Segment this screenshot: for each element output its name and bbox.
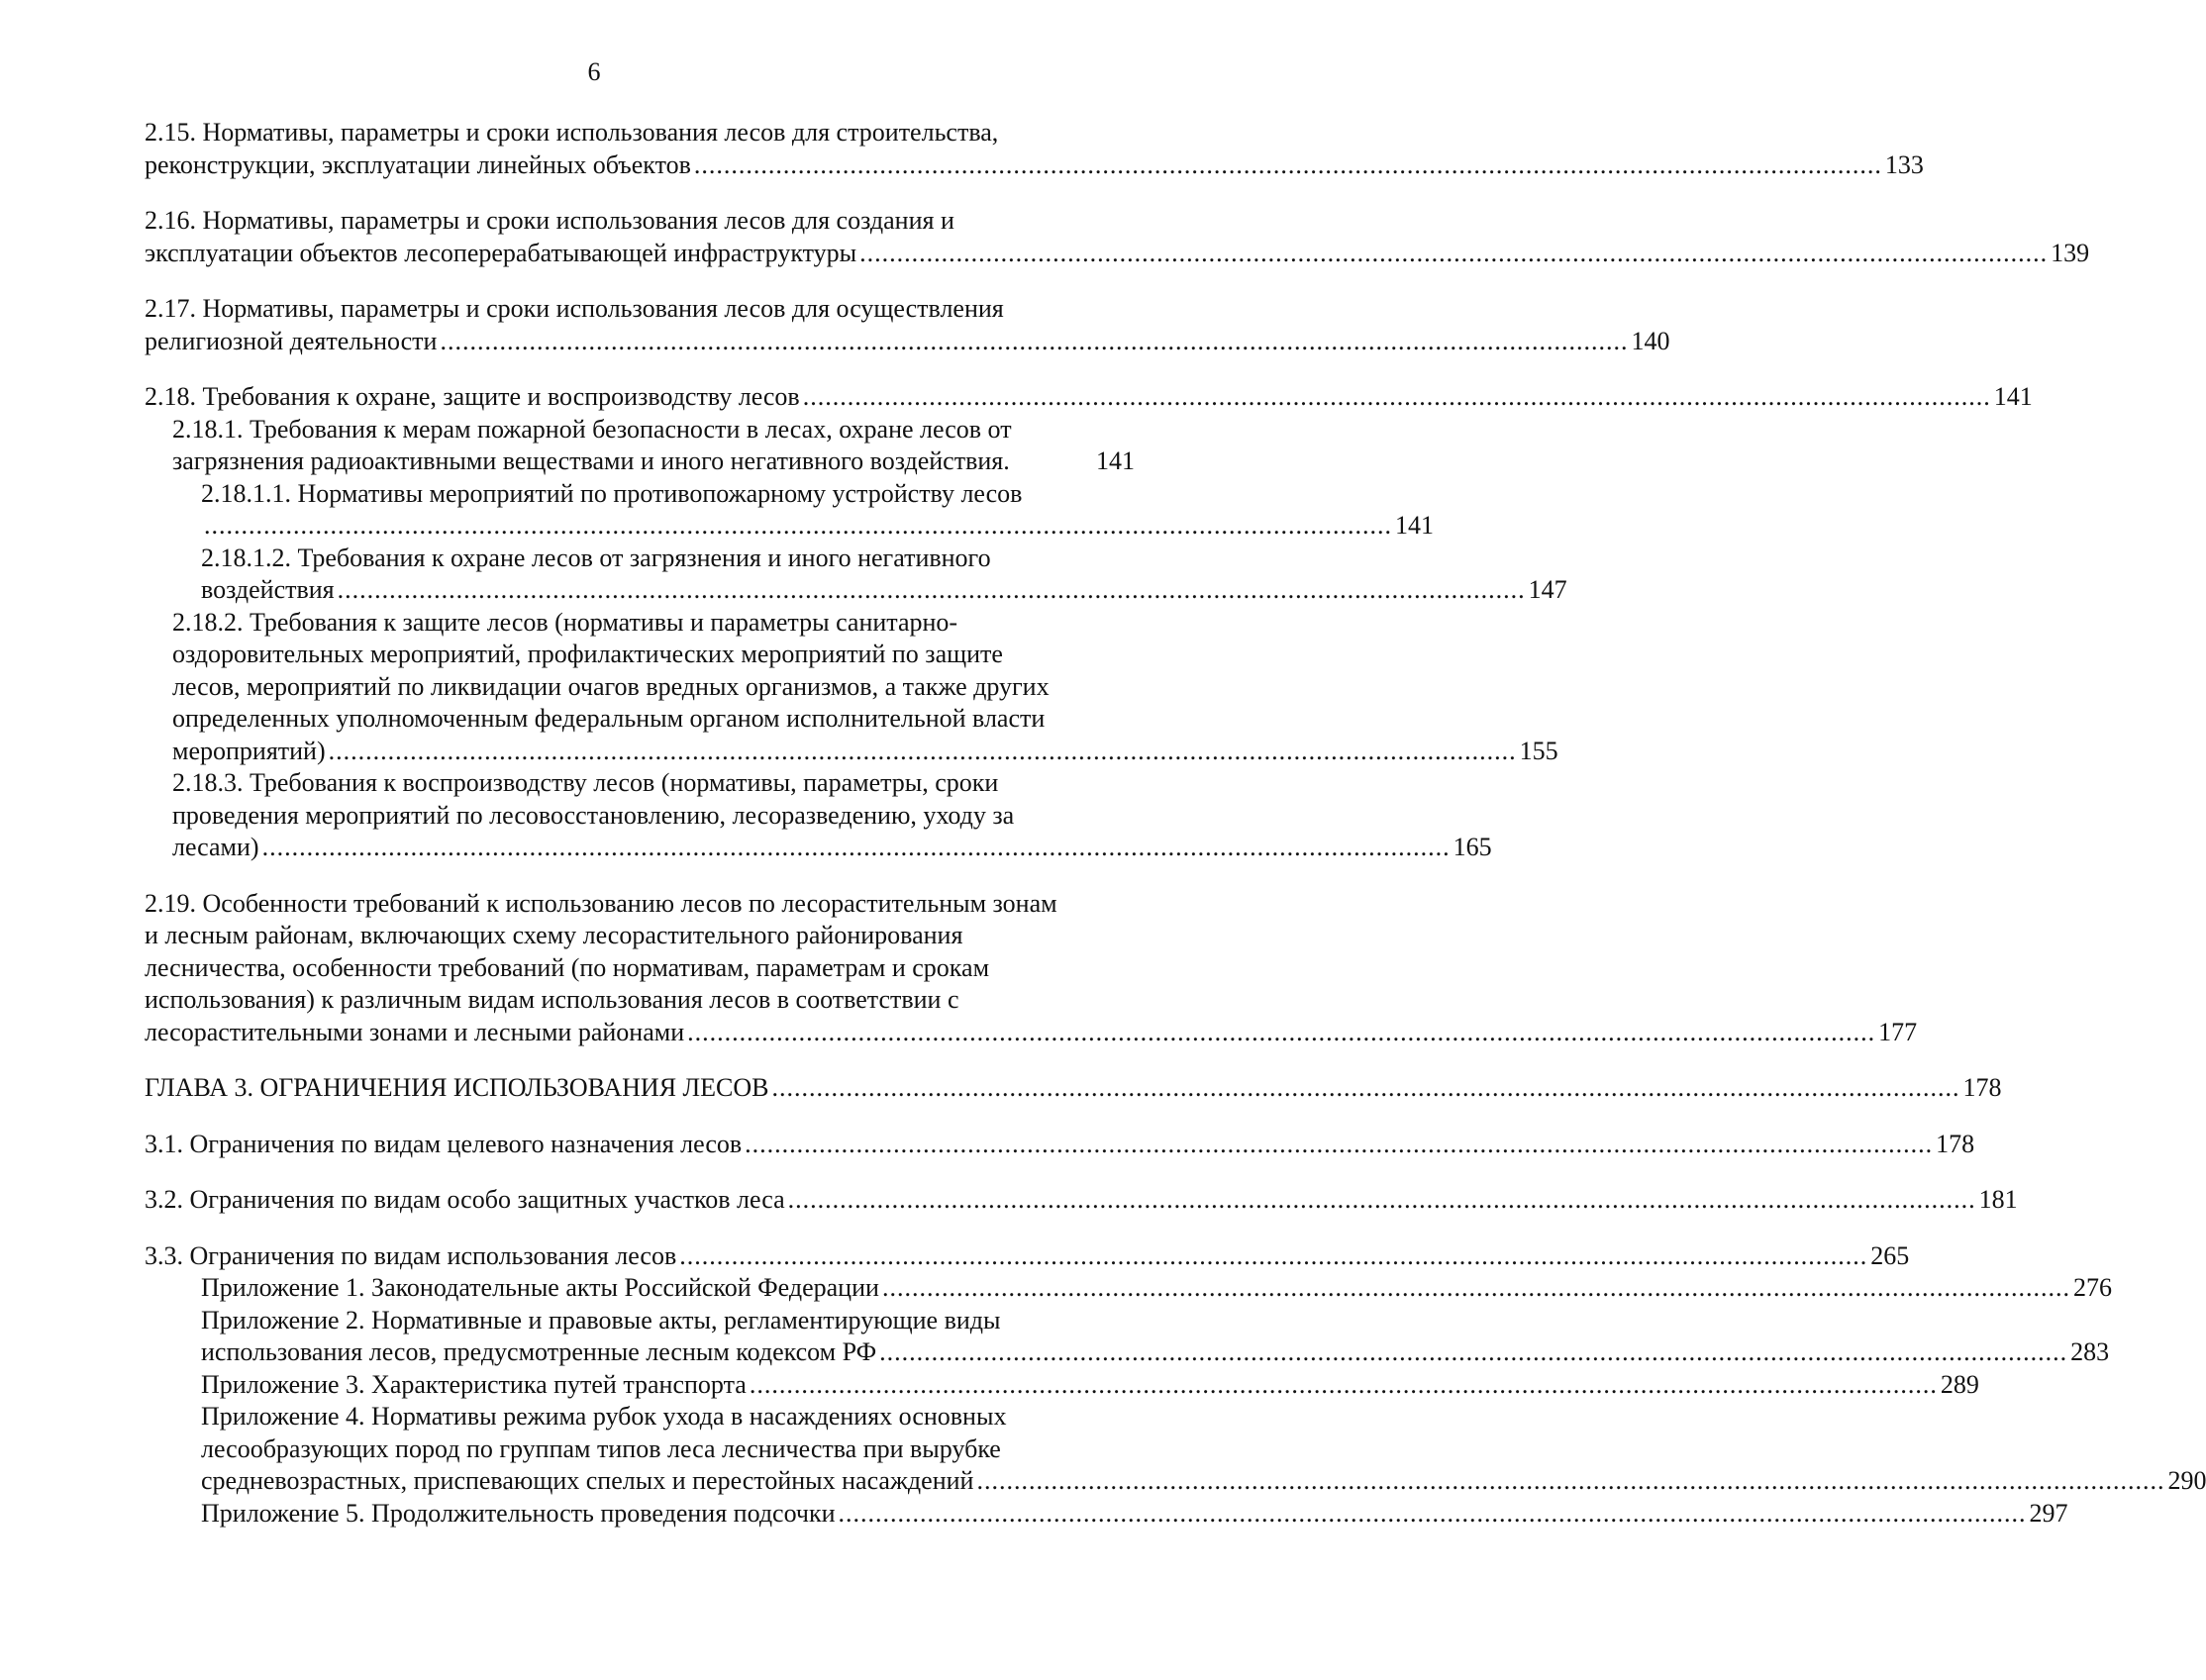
toc-entry-text-line: использования) к различным видам использования лесов в соответствии с [145, 985, 959, 1014]
toc-entry-leader-line [145, 1072, 2002, 1105]
toc-entry [145, 1369, 1979, 1402]
toc-entry [145, 117, 1924, 181]
toc-page-number: 178 [1962, 1073, 2002, 1102]
toc-entry-leader-line [201, 1498, 2068, 1531]
toc-entry-title: лесорастительными зонами и лесными районами [145, 1017, 685, 1046]
toc-page-number: 276 [2072, 1273, 2112, 1302]
toc-entry-leader-line [145, 1129, 1975, 1161]
toc-entry-leader-line [145, 1017, 1918, 1049]
toc-page-number: 289 [1940, 1369, 1979, 1399]
toc-entry-text-line: 2.18.2. Требования к защите лесов (нормативы и параметры санитарно- [172, 607, 958, 637]
toc-entry-title: Приложение 5. Продолжительность проведения подсочки [201, 1498, 836, 1528]
toc-page-number: 133 [1884, 149, 1924, 179]
toc-page-number: 155 [1519, 736, 1558, 765]
toc-entry-text-line: 2.18.3. Требования к воспроизводству лесов (нормативы, параметры, сроки [172, 768, 999, 797]
toc-entry-leader-line [145, 381, 2033, 414]
toc-entry-text-line: лесов, мероприятий по ликвидации очагов вредных организмов, а также других [172, 671, 1050, 701]
toc-entry-text-line: 2.16. Нормативы, параметры и сроки использования лесов для создания и [145, 206, 954, 235]
toc-page-number: 141 [1096, 446, 1135, 475]
toc-page-number: 283 [2070, 1337, 2110, 1366]
toc-entry [145, 1305, 2110, 1369]
toc-entry-leader-line [172, 832, 1492, 864]
toc-entry-title: воздействия [201, 575, 335, 604]
dot-leader: ................................................................................................................................................................ [802, 382, 1991, 411]
toc-entry-text-line: определенных уполномоченным федеральным органом исполнительной власти [172, 704, 1046, 733]
toc-entry-title: мероприятий) [172, 736, 326, 765]
toc-entry-leader-line [145, 238, 2090, 270]
toc-entry [145, 293, 1670, 357]
dot-leader: ................................................................................................................................................................ [859, 238, 2049, 267]
toc-entry-text-line: 2.18.1. Требования к мерам пожарной безопасности в лесах, охране лесов от [172, 414, 1012, 444]
toc-entry-leader-line [201, 1336, 2110, 1369]
toc-entry [145, 1401, 2206, 1498]
toc-page-number: 141 [1395, 511, 1434, 540]
table-of-contents [145, 117, 2206, 1530]
toc-entry-text-line: 2.17. Нормативы, параметры и сроки использования лесов для осуществления [145, 294, 1004, 323]
toc-entry-text-line: 2.18.1.1. Нормативы мероприятий по противопожарному устройству лесов [201, 478, 1023, 508]
toc-entry-title: религиозной деятельности [145, 326, 438, 355]
toc-entry [145, 414, 1135, 478]
toc-entry-text-line: оздоровительных мероприятий, профилактических мероприятий по защите [172, 640, 1003, 668]
toc-page-number: 297 [2029, 1498, 2068, 1528]
toc-entry [145, 607, 1558, 768]
toc-page-number: 178 [1936, 1129, 1975, 1158]
toc-entry-leader-line [145, 326, 1670, 358]
toc-entry-text-line: проведения мероприятий по лесовосстановлению, лесоразведению, уходу за [172, 800, 1015, 830]
toc-entry-title: реконструкции, эксплуатации линейных объектов [145, 149, 691, 179]
toc-entry [145, 478, 1434, 543]
dot-leader: ................................................................................................................................................................ [771, 1073, 1960, 1102]
dot-leader: ................................................................................................................................................................ [881, 1273, 2070, 1302]
dot-leader: ................................................................................................................................................................ [679, 1240, 1868, 1270]
toc-page-number: 290 [2167, 1466, 2206, 1495]
toc-page-number: 181 [1978, 1185, 2018, 1214]
dot-leader: ................................................................................................................................................................ [745, 1129, 1934, 1158]
toc-entry [145, 1072, 2002, 1105]
toc-entry-title: 3.2. Ограничения по видам особо защитных участков леса [145, 1185, 785, 1214]
toc-entry-title: использования лесов, предусмотренные лесным кодексом РФ [201, 1337, 877, 1366]
toc-entry-text-line: 2.19. Особенности требований к использованию лесов по лесорастительным зонам [145, 888, 1057, 918]
toc-entry-text-line: лесообразующих пород по группам типов леса лесничества при вырубке [201, 1433, 1001, 1463]
toc-page-number: 177 [1878, 1017, 1918, 1046]
toc-entry-text-line: Приложение 4. Нормативы режима рубок ухода в насаждениях основных [201, 1402, 1007, 1431]
toc-entry-title: 3.3. Ограничения по видам использования лесов [145, 1240, 677, 1270]
toc-entry [145, 1184, 2018, 1217]
dot-leader: ................................................................................................................................................................ [838, 1498, 2027, 1528]
dot-leader: ................................................................................................................................................................ [879, 1337, 2068, 1366]
dot-leader: ................................................................................................................................................................ [749, 1369, 1938, 1399]
toc-entry-leader-line [201, 574, 1567, 607]
toc-entry [145, 1272, 2112, 1305]
dot-leader: ................................................................................................................................................................ [440, 326, 1629, 355]
toc-entry-leader-line [172, 736, 1558, 768]
toc-entry-title: загрязнения радиоактивными веществами и иного негативного воздействия. [172, 446, 1010, 475]
toc-entry-leader-line [145, 149, 1924, 182]
dot-leader: ................................................................................................................................................................ [337, 575, 1526, 604]
dot-leader: ................................................................................................................................................................ [328, 736, 1517, 765]
toc-page-number: 141 [1993, 382, 2033, 411]
toc-entry [145, 1498, 2068, 1531]
toc-entry-text-line: лесничества, особенности требований (по нормативам, параметрам и срокам [145, 952, 990, 982]
dot-leader: ................................................................................................................................................................ [687, 1017, 1876, 1046]
dot-leader: ................................................................................................................................................................ [693, 149, 1882, 179]
toc-entry [145, 888, 1918, 1049]
toc-entry-text-line: 2.15. Нормативы, параметры и сроки использования лесов для строительства, [145, 118, 999, 147]
toc-entry-title: Приложение 1. Законодательные акты Российской Федерации [201, 1273, 879, 1302]
toc-entry [145, 543, 1567, 607]
toc-entry-leader-line [201, 1272, 2112, 1305]
toc-entry [145, 1129, 1975, 1161]
toc-entry-title: 3.1. Ограничения по видам целевого назначения лесов [145, 1129, 743, 1158]
toc-entry-leader-line [172, 445, 1135, 478]
toc-entry-text-line: 2.18.1.2. Требования к охране лесов от загрязнения и иного негативного [201, 543, 991, 572]
dot-leader: ................................................................................................................................................................ [204, 511, 1392, 540]
toc-entry-title: эксплуатации объектов лесоперерабатывающей инфраструктуры [145, 238, 857, 267]
toc-page-number: 147 [1528, 575, 1567, 604]
toc-entry [145, 767, 1492, 864]
toc-entry [145, 381, 2033, 414]
toc-entry [145, 1240, 1910, 1273]
dot-leader: ................................................................................................................................................................ [787, 1185, 1976, 1214]
toc-entry-leader-line [201, 1369, 1979, 1402]
toc-entry-title: средневозрастных, приспевающих спелых и перестойных насаждений [201, 1466, 974, 1495]
toc-entry-leader-line [201, 510, 1434, 543]
toc-entry-title: Приложение 3. Характеристика путей транспорта [201, 1369, 747, 1399]
toc-entry-leader-line [145, 1240, 1910, 1273]
toc-page-number: 140 [1631, 326, 1670, 355]
toc-entry-leader-line [201, 1465, 2206, 1498]
toc-entry-text-line: и лесным районам, включающих схему лесорастительного районирования [145, 921, 963, 949]
toc-entry-leader-line [145, 1184, 2018, 1217]
toc-entry [145, 205, 2090, 269]
dot-leader: ................................................................................................................................................................ [261, 833, 1451, 861]
toc-page-number: 265 [1870, 1240, 1910, 1270]
toc-page-number: 139 [2051, 238, 2090, 267]
toc-entry-text-line: Приложение 2. Нормативные и правовые акты, регламентирующие виды [201, 1305, 1001, 1334]
page-number: 6 [587, 57, 601, 86]
dot-leader: ................................................................................................................................................................ [976, 1466, 2165, 1495]
toc-entry-title: лесами) [172, 833, 259, 861]
toc-page-number: 165 [1453, 833, 1492, 861]
toc-entry-title: 2.18. Требования к охране, защите и воспроизводству лесов [145, 382, 800, 411]
toc-entry-title: ГЛАВА 3. ОГРАНИЧЕНИЯ ИСПОЛЬЗОВАНИЯ ЛЕСОВ [145, 1073, 769, 1102]
